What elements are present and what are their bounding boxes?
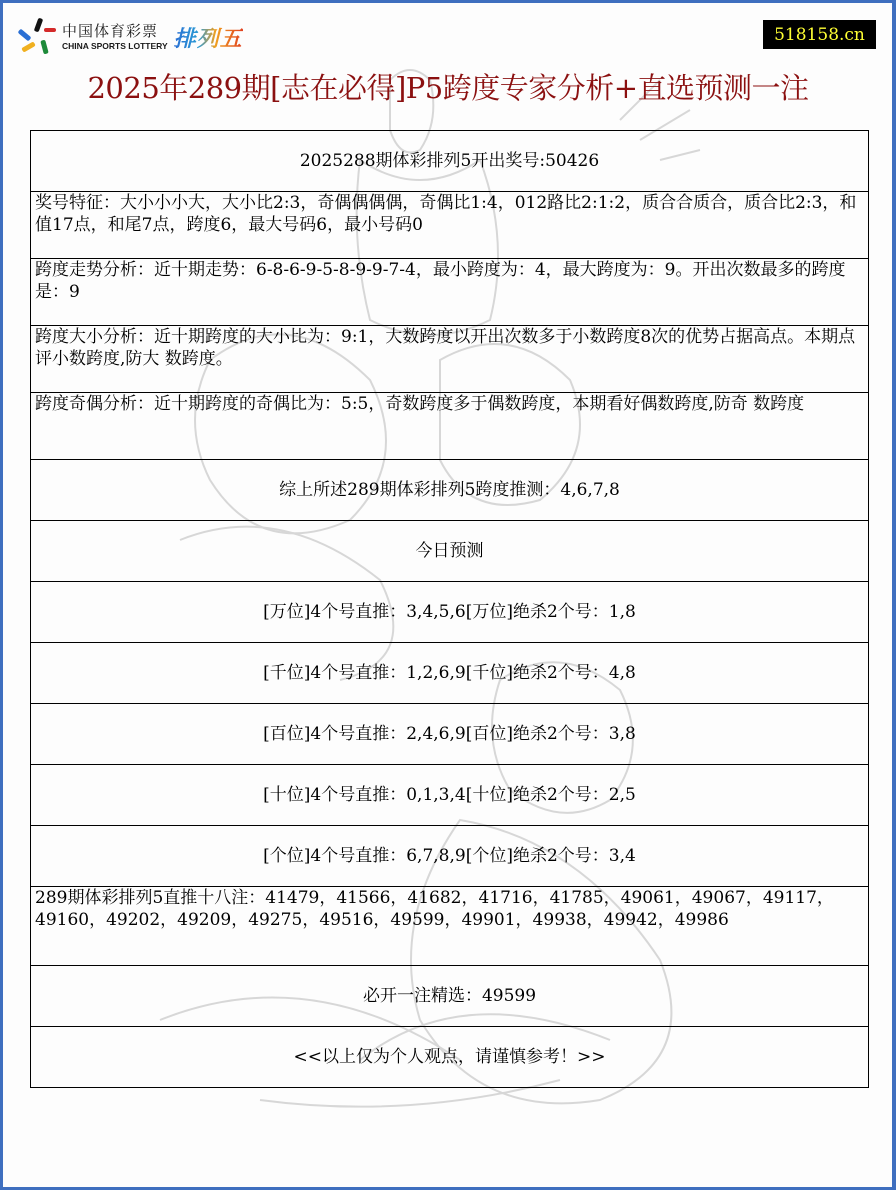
position-qian-cell: [千位]4个号直推：1,2,6,9[千位]绝杀2个号：4,8 (31, 643, 869, 704)
table-row (31, 582, 869, 643)
draw-features-cell: 奖号特征：大小小小大，大小比2:3，奇偶偶偶偶，奇偶比1:4，012路比2:1:2，质合合质合，质合比2:3，和值17点，和尾7点，跨度6，最大号码6，最小号码0 (31, 192, 869, 259)
table-row (31, 643, 869, 704)
table-row (31, 131, 869, 192)
page-title: 2025年289期[志在必得]P5跨度专家分析+直选预测一注 (87, 71, 809, 105)
china-sports-lottery-logo (18, 18, 243, 56)
table-row (31, 393, 869, 460)
analysis-table (30, 130, 869, 1088)
table-row (31, 259, 869, 326)
today-prediction-heading: 今日预测 (31, 521, 869, 582)
table-row (31, 1027, 869, 1088)
table-row (31, 460, 869, 521)
game-name-logo: 排列五 (174, 22, 243, 53)
page-header (0, 0, 896, 62)
disclaimer-cell: <<以上仅为个人观点，请谨慎参考！>> (31, 1027, 869, 1088)
table-row (31, 521, 869, 582)
span-prediction-cell: 综上所述289期体彩排列5跨度推测：4,6,7,8 (31, 460, 869, 521)
position-bai-cell: [百位]4个号直推：2,4,6,9[百位]绝杀2个号：3,8 (31, 704, 869, 765)
table-row (31, 192, 869, 259)
logo-english-text: CHINA SPORTS LOTTERY (62, 40, 168, 51)
span-size-cell: 跨度大小分析：近十期跨度的大小比为：9:1，大数跨度以开出次数多于小数跨度8次的优势占据高点。本期点评小数跨度,防大 数跨度。 (31, 326, 869, 393)
single-pick-cell: 必开一注精选：49599 (31, 966, 869, 1027)
table-row (31, 966, 869, 1027)
eighteen-picks-cell: 289期体彩排列5直推十八注：41479，41566，41682，41716，41785，49061，49067，49117，49160，49202，49209，49275，49516，49599，49901，49938，49942，49986 (31, 887, 869, 966)
table-row (31, 326, 869, 393)
table-row (31, 704, 869, 765)
span-parity-cell: 跨度奇偶分析：近十期跨度的奇偶比为：5:5，奇数跨度多于偶数跨度，本期看好偶数跨度,防奇 数跨度 (31, 393, 869, 460)
logo-chinese-text: 中国体育彩票 (62, 21, 159, 40)
position-ge-cell: [个位]4个号直推：6,7,8,9[个位]绝杀2个号：3,4 (31, 826, 869, 887)
position-wan-cell: [万位]4个号直推：3,4,5,6[万位]绝杀2个号：1,8 (31, 582, 869, 643)
position-shi-cell: [十位]4个号直推：0,1,3,4[十位]绝杀2个号：2,5 (31, 765, 869, 826)
table-row (31, 826, 869, 887)
last-draw-cell: 2025288期体彩排列5开出奖号:50426 (31, 131, 869, 192)
table-row (31, 887, 869, 966)
lottery-star-icon (18, 18, 56, 56)
span-trend-cell: 跨度走势分析：近十期走势：6-8-6-9-5-8-9-9-7-4，最小跨度为：4，最大跨度为：9。开出次数最多的跨度是：9 (31, 259, 869, 326)
table-row (31, 765, 869, 826)
site-domain-badge[interactable]: 518158.cn (763, 20, 876, 49)
